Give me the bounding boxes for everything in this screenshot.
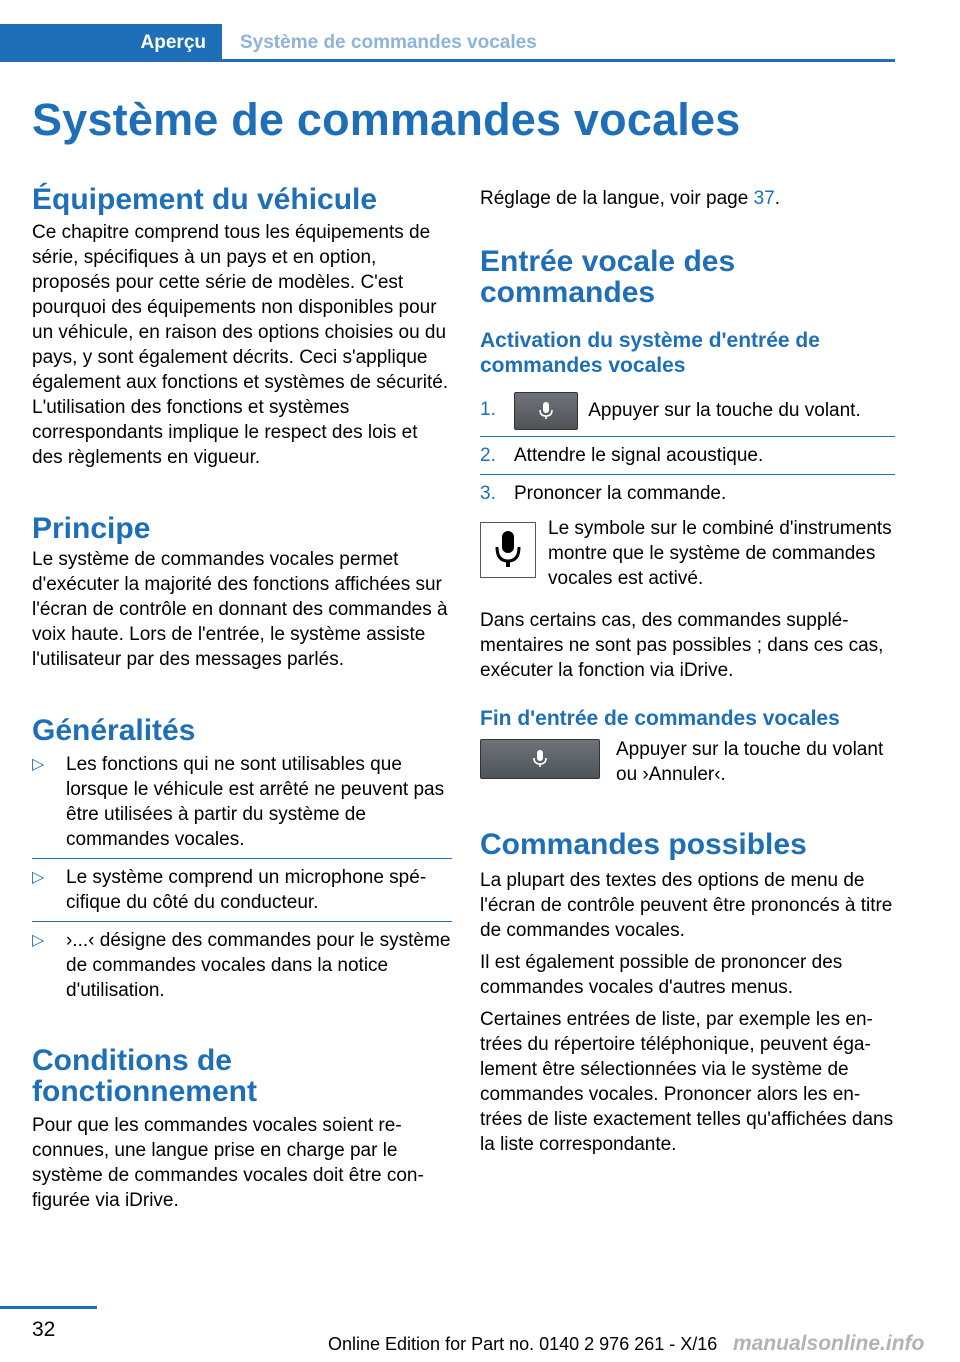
possible-text-3: Certaines entrées de liste, par exemple les entrées du répertoire téléphonique, peuvent également être sélectionnées via le système de commandes vocales. Prononcer alors les entrées de liste exactement telles qu'affichées dans la liste correspondante.: [480, 1009, 894, 1155]
step-item: [480, 481, 895, 506]
triangle-bullet-icon: ▷: [32, 869, 45, 886]
step-text: Prononcer la commande.: [514, 483, 727, 504]
triangle-bullet-icon: ▷: [32, 932, 45, 949]
text-conditions: Pour que les commandes vocales soient reconnues, une langue prise en charge par le système de commandes vocales doit être configurée via iDrive.: [32, 1115, 424, 1211]
page-link-37[interactable]: 37: [753, 188, 775, 209]
triangle-bullet-icon: ▷: [32, 756, 45, 773]
right-column: [480, 180, 895, 1157]
text-equipment: Ce chapitre comprend tous les équipements de série, spécifiques à un pays et en option, proposés pour cette série de modèles. C'est pourquoi des équipements non disponibles pour un véhicule, en raison des options choisies ou du pays, y sont également décrits. Ceci s'applique également aux fonctions et systèmes de sécurité. L'utilisation des fonctions et systèmes correspondants implique le respect des lois et des règlements en vigueur.: [32, 222, 449, 468]
heading-equipment: Équipement du véhicule: [32, 183, 378, 216]
activation-steps: [480, 392, 895, 506]
divider: [32, 858, 452, 859]
list-item: [32, 865, 452, 915]
possible-text-2: Il est également possible de prononcer des commandes vocales d'autres menus.: [480, 952, 843, 998]
possible-text-1: La plupart des textes des options de menu de l'écran de contrôle peuvent être prononcés à titre de commandes vocales.: [480, 870, 893, 941]
microphone-button-icon: [514, 392, 578, 430]
symbol-note-text: Le symbole sur le combiné d'instruments montre que le système de commandes vocales est activé.: [548, 518, 892, 589]
step-item: [480, 443, 895, 468]
step-item: [480, 392, 895, 430]
list-item-text: ›...‹ désigne des commandes pour le système de commandes vocales dans la notice d'utilisation.: [66, 930, 451, 1001]
list-item: [32, 752, 452, 852]
list-item-text: Le système comprend un microphone spécifique du côté du conducteur.: [66, 867, 427, 913]
microphone-symbol-icon: [480, 522, 536, 578]
divider: [480, 474, 895, 475]
header-tab-chapter: Système de commandes vocales: [240, 32, 537, 53]
watermark-logo: manualsonline.info: [733, 1332, 925, 1355]
heading-voice-entry: Entrée vocale des commandes: [480, 245, 736, 309]
left-column: [32, 180, 452, 1213]
heading-principle: Principe: [32, 512, 151, 545]
symbol-note-block: [480, 516, 895, 591]
heading-conditions: Conditions de fonctionnement: [32, 1044, 257, 1108]
step-number: 1.: [480, 399, 496, 420]
header-tab-overview: [0, 24, 222, 62]
running-header: [0, 0, 895, 62]
language-reference-text: Réglage de la langue, voir page: [480, 188, 754, 209]
page-number: 32: [32, 1318, 56, 1341]
heading-general: Généralités: [32, 714, 196, 747]
heading-possible-commands: Commandes possibles: [480, 828, 807, 861]
divider: [32, 921, 452, 922]
step-text: Appuyer sur la touche du volant.: [588, 400, 861, 422]
end-instruction-text: Appuyer sur la touche du volant ou ›Annuler‹.: [616, 739, 884, 785]
microphone-button-icon: [480, 739, 600, 779]
general-list: [32, 752, 452, 1003]
end-instruction-block: [480, 737, 895, 787]
step-number: 3.: [480, 483, 496, 504]
step-text: Attendre le signal acoustique.: [514, 445, 764, 466]
heading-activation: Activation du système d'entrée de commandes vocales: [480, 329, 820, 377]
step-number: 2.: [480, 445, 496, 466]
edition-footer: Online Edition for Part no. 0140 2 976 261 - X/16: [328, 1334, 718, 1354]
text-principle: Le système de commandes vocales permet d'exécuter la majorité des fonctions affichées sur l'écran de contrôle en donnant des commandes à voix haute. Lors de l'entrée, le système assiste l'utilisateur par des messages parlés.: [32, 549, 448, 670]
header-tab-overview-label: Aperçu: [140, 32, 206, 53]
extra-note: Dans certains cas, des commandes supplémentaires ne sont pas possibles ; dans ces cas, exécuter la fonction via iDrive.: [480, 610, 884, 681]
heading-end-voice-entry: Fin d'entrée de commandes vocales: [480, 707, 840, 730]
language-reference: [480, 186, 895, 211]
language-reference-end: .: [774, 188, 781, 209]
list-item: [32, 928, 452, 1003]
page-title: Système de commandes vocales: [32, 94, 741, 145]
footer-rule: [0, 1306, 97, 1309]
header-rule: [222, 59, 895, 62]
divider: [480, 436, 895, 437]
list-item-text: Les fonctions qui ne sont utilisables que lorsque le véhicule est arrêté ne peuvent pas être utilisées à partir du système de commandes vocales.: [66, 754, 445, 850]
